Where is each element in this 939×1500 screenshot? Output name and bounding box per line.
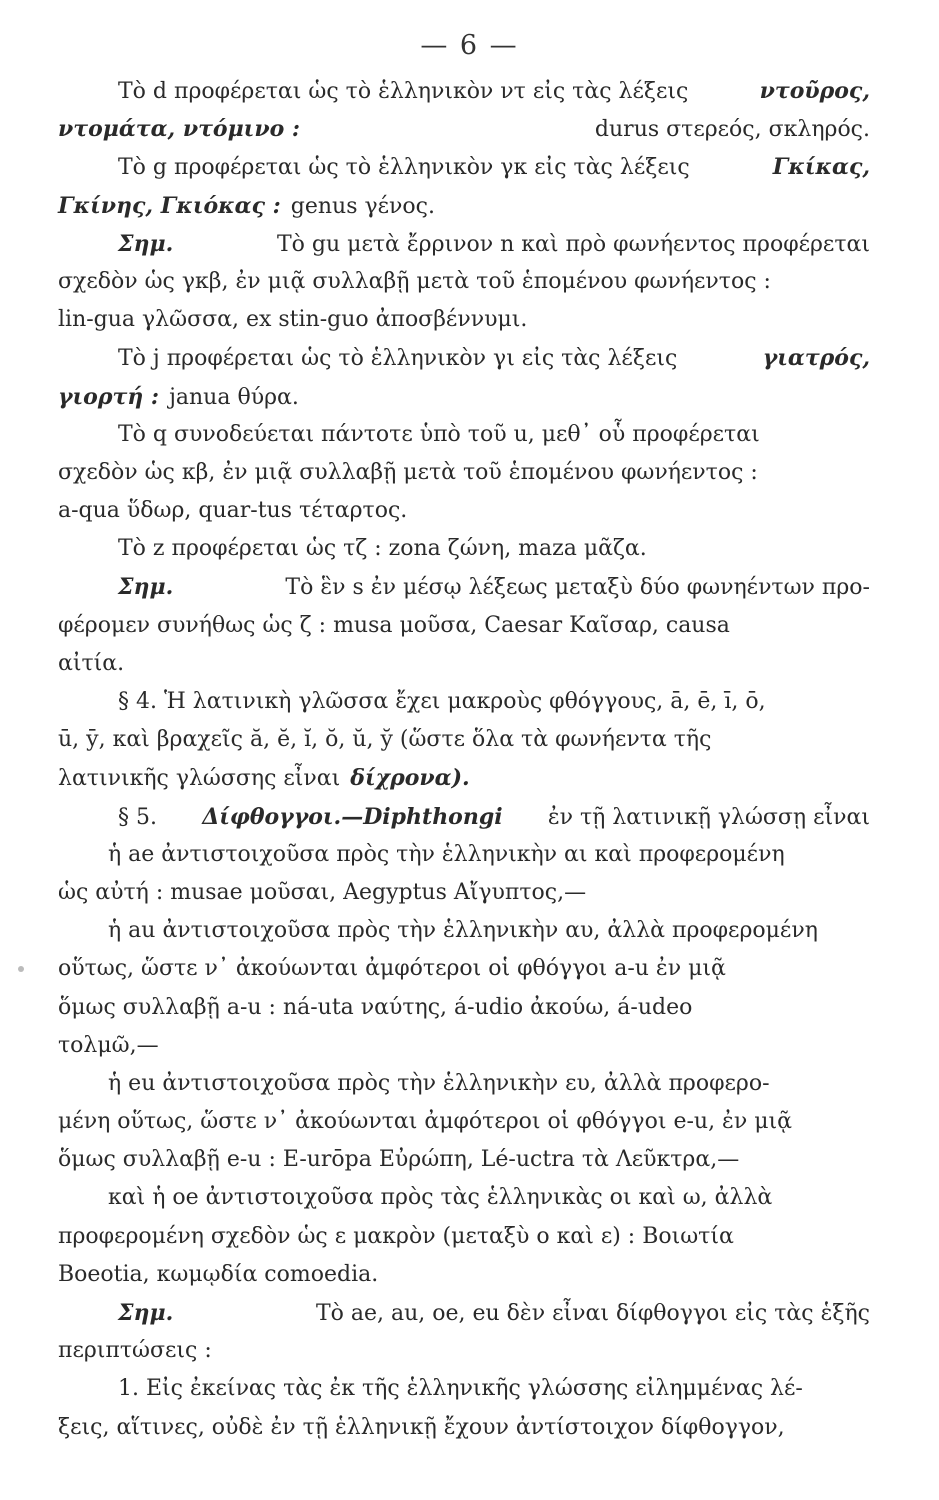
emphasized-term: Σημ. — [118, 574, 174, 601]
text-line — [58, 613, 870, 651]
text-segment: § 4. Ἡ λατινικὴ γλῶσσα ἔχει μακροὺς φθόγγους, ā, ē, ī, ō, — [118, 689, 766, 714]
text-segment: προφερομένη σχεδὸν ὡς ε μακρὸν (μεταξὺ ο καὶ ε) : Βοιωτία — [58, 1223, 734, 1249]
text-segment: οὕτως, ὥστε ν᾿ ἀκούωνται ἀμφότεροι οἱ φθόγγοι a-u ἐν μιᾷ — [58, 956, 726, 982]
text-line — [58, 765, 870, 803]
text-segment: Τὸ ἓν s ἐν μέσῳ λέξεως μεταξὺ δύο φωνηέντων προ- — [285, 575, 870, 601]
text-line — [58, 307, 870, 345]
text-line — [58, 842, 870, 880]
emphasized-term: Δίφθογγοι.—Diphthongi — [202, 803, 503, 830]
text-line — [58, 574, 870, 612]
text-segment: καὶ ἡ oe ἀντιστοιχοῦσα πρὸς τὰς ἑλληνικὰς οι καὶ ω, ἀλλὰ — [108, 1185, 773, 1211]
text-line — [58, 804, 870, 842]
text-line — [58, 1147, 870, 1185]
text-line — [58, 460, 870, 498]
emphasized-term: γιατρός, — [762, 345, 870, 372]
emphasized-term: Γκίνης, Γκιόκας : — [58, 192, 281, 219]
text-segment: ξεις, αἵτινες, οὐδὲ ἐν τῇ ἑλληνικῇ ἔχουν ἀντίστοιχον δίφθογγον, — [58, 1414, 785, 1440]
text-line — [58, 384, 870, 422]
text-segment: ἡ ae ἀντιστοιχοῦσα πρὸς τὴν ἑλληνικὴν αι καὶ προφερομένη — [108, 841, 785, 867]
text-line — [58, 498, 870, 536]
text-line — [58, 651, 870, 689]
text-line — [58, 918, 870, 956]
text-segment: Τὸ q συνοδεύεται πάντοτε ὑπὸ τοῦ u, μεθ᾿ οὗ προφέρεται — [118, 421, 760, 447]
text-segment: ὅμως συλλαβῇ a-u : ná-uta ναύτης, á-udio ἀκούω, á-udeo — [58, 994, 693, 1020]
text-line — [58, 269, 870, 307]
text-line — [58, 1071, 870, 1109]
page-text — [58, 78, 870, 1453]
text-line — [58, 116, 870, 154]
text-segment: Τὸ d προφέρεται ὡς τὸ ἑλληνικὸν ντ εἰς τὰς λέξεις — [118, 79, 689, 104]
text-segment: αἰτία. — [58, 650, 125, 676]
text-line — [58, 345, 870, 383]
text-segment: ū, ȳ, καὶ βραχεῖς ă, ĕ, ĭ, ŏ, ŭ, y̆ (ὥστε ὅλα τὰ φωνήεντα τῆς — [58, 727, 712, 753]
text-line — [58, 536, 870, 574]
text-segment: Τὸ ae, au, oe, eu δὲν εἶναι δίφθογγοι εἰς τὰς ἑξῆς — [315, 1301, 870, 1326]
text-segment: durus στερεός, σκληρός. — [594, 117, 870, 143]
emphasized-term: δίχρονα). — [350, 765, 470, 792]
text-line — [58, 1185, 870, 1223]
text-line — [58, 956, 870, 994]
emphasized-term: Σημ. — [118, 1300, 174, 1326]
emphasized-term: ντοῦρος, — [759, 78, 870, 104]
page-number: — 6 — — [420, 30, 519, 61]
text-line — [58, 193, 870, 231]
text-segment: genus γένος. — [290, 193, 435, 219]
text-line — [58, 231, 870, 269]
text-line — [58, 1415, 870, 1453]
text-line — [58, 422, 870, 460]
text-segment: φέρομεν συνήθως ὡς ζ : musa μοῦσα, Caesar Καῖσαρ, causa — [58, 612, 730, 638]
emphasized-term: γιορτή : — [58, 383, 160, 410]
text-segment: Boeotia, κωμῳδία comoedia. — [58, 1261, 379, 1287]
text-segment: Τὸ j προφέρεται ὡς τὸ ἑλληνικὸν γι εἰς τὰς λέξεις — [118, 346, 678, 372]
text-segment: a-qua ὕδωρ, quar-tus τέταρτος. — [58, 498, 408, 524]
emphasized-term: ντομάτα, ντόμινο : — [58, 116, 301, 143]
text-line — [58, 1262, 870, 1300]
text-segment: Τὸ gu μετὰ ἔρρινον n καὶ πρὸ φωνήεντος προφέρεται — [276, 231, 870, 257]
text-line — [58, 1224, 870, 1262]
text-segment: ἐν τῇ λατινικῇ γλώσσῃ εἶναι — [547, 804, 870, 830]
text-segment: ὅμως συλλαβῇ e-u : E-urōpa Εὐρώπη, Lé-uctra τὰ Λεῦκτρα,— — [58, 1147, 740, 1173]
text-segment: ἡ eu ἀντιστοιχοῦσα πρὸς τὴν ἑλληνικὴν ευ, ἀλλὰ προφερο- — [108, 1070, 770, 1096]
text-segment: Τὸ g προφέρεται ὡς τὸ ἑλληνικὸν γκ εἰς τὰς λέξεις — [118, 155, 690, 181]
text-segment: περιπτώσεις : — [58, 1338, 212, 1364]
text-line — [58, 154, 870, 192]
text-segment: λατινικῆς γλώσσης εἶναι — [58, 766, 341, 792]
text-line — [58, 880, 870, 918]
emphasized-term: Γκίκας, — [772, 154, 870, 181]
text-segment: σχεδὸν ὡς κβ, ἐν μιᾷ συλλαβῇ μετὰ τοῦ ἑπομένου φωνήεντος : — [58, 459, 758, 485]
text-segment: τολμῶ,— — [58, 1032, 159, 1058]
text-line — [58, 1033, 870, 1071]
text-segment: σχεδὸν ὡς γκβ, ἐν μιᾷ συλλαβῇ μετὰ τοῦ ἑπομένου φωνήεντος : — [58, 268, 771, 294]
text-segment: janua θύρα. — [169, 384, 299, 410]
text-segment: ὡς αὐτή : musae μοῦσαι, Aegyptus Αἴγυπτος,— — [58, 879, 587, 905]
text-line — [58, 1338, 870, 1376]
text-line — [58, 689, 870, 727]
text-line — [58, 78, 870, 116]
text-line — [58, 727, 870, 765]
text-line — [58, 1109, 870, 1147]
text-segment: § 5. — [118, 804, 157, 830]
text-segment: ἡ au ἀντιστοιχοῦσα πρὸς τὴν ἑλληνικὴν αυ, ἀλλὰ προφερομένη — [108, 918, 818, 944]
emphasized-term: Σημ. — [118, 230, 174, 257]
text-line — [58, 1300, 870, 1338]
text-segment: lin-gua γλῶσσα, ex stin-guo ἀποσβέννυμι. — [58, 307, 528, 333]
text-segment: Τὸ z προφέρεται ὡς τζ : zona ζώνη, maza μᾶζα. — [118, 536, 647, 562]
text-segment: μένη οὕτως, ὥστε ν᾿ ἀκούωνται ἀμφότεροι οἱ φθόγγοι e-u, ἐν μιᾷ — [58, 1109, 793, 1135]
text-segment: 1. Εἰς ἐκείνας τὰς ἐκ τῆς ἑλληνικῆς γλώσσης εἰλημμένας λέ- — [118, 1376, 803, 1402]
text-line — [58, 995, 870, 1033]
print-speck — [18, 966, 24, 972]
text-line — [58, 1376, 870, 1414]
